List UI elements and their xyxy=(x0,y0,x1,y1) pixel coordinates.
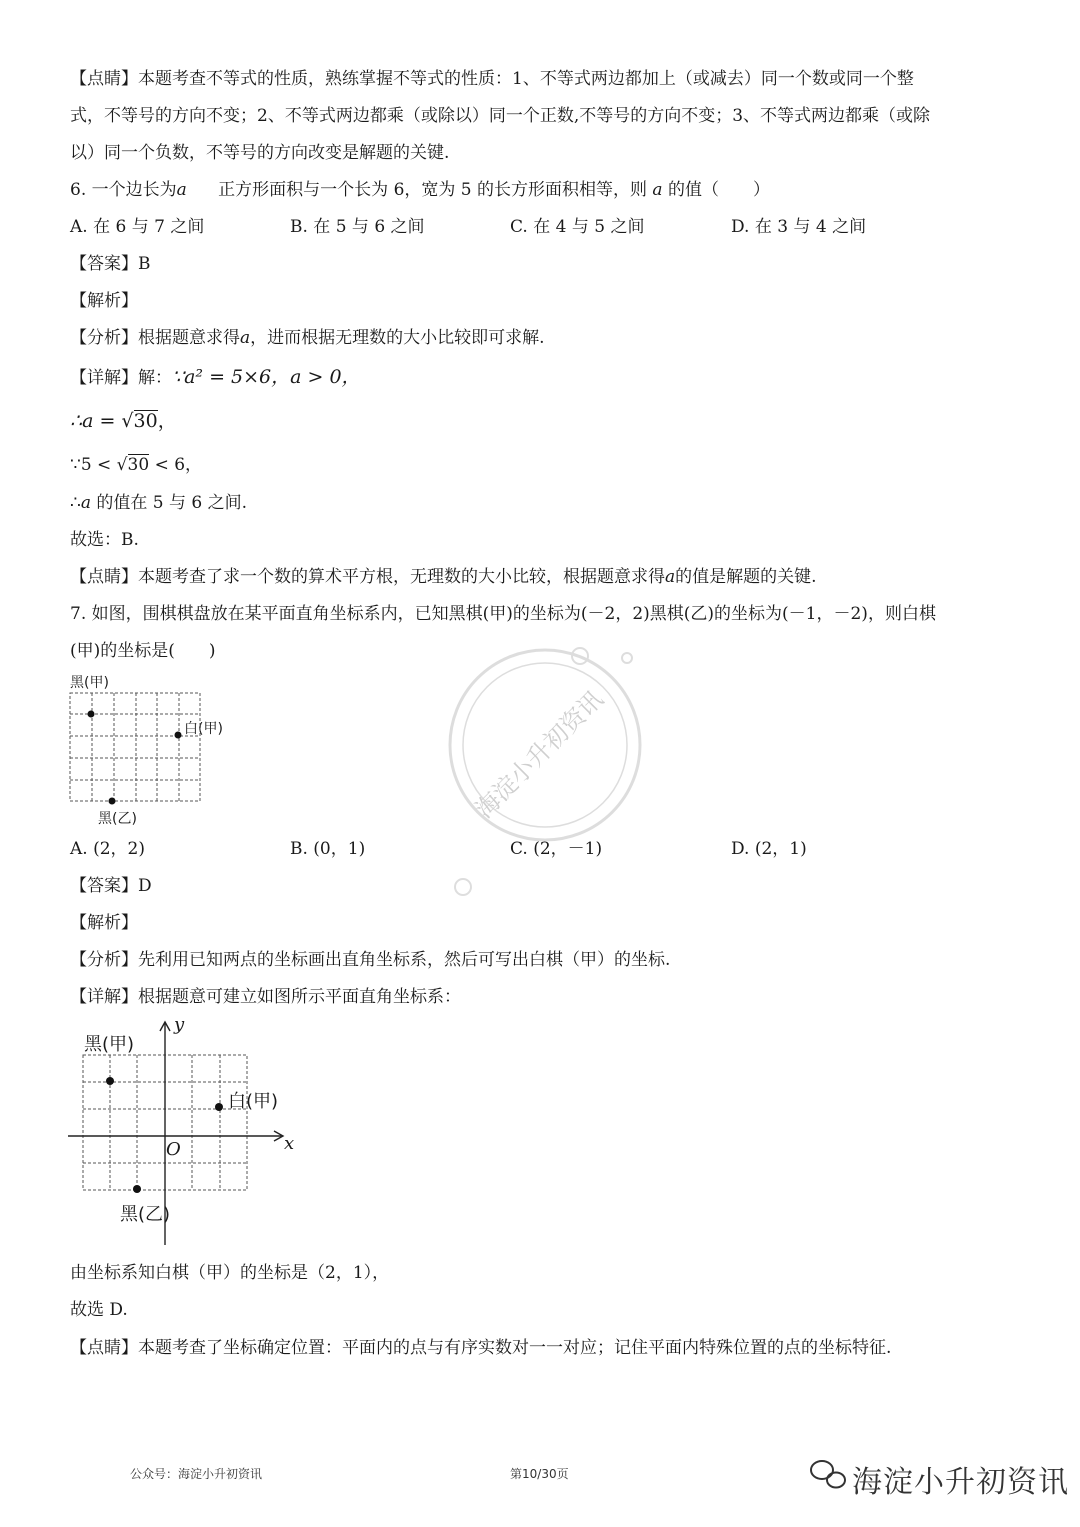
q6-jiexi: 【解析】 xyxy=(70,291,138,311)
fig2-white-a-label: 白(甲) xyxy=(228,1091,279,1112)
fig2-y-axis-label: y xyxy=(174,1014,185,1035)
q6-conclusion: ∴a 的值在 5 与 6 之间. xyxy=(70,493,248,513)
q7-option-d: D. (2，1) xyxy=(731,839,807,859)
fig2-black-a-stone xyxy=(106,1077,114,1085)
q7-stem-line-2: (甲)的坐标是( ) xyxy=(70,641,216,661)
watermark-stamp-text: 海淀小升初资讯 xyxy=(470,685,609,824)
q6-note: 【点睛】本题考查了求一个数的算术平方根，无理数的大小比较，根据题意求得a的值是解题的关键. xyxy=(70,567,817,587)
q5-note-line-3: 以）同一个负数，不等号的方向改变是解题的关键. xyxy=(70,143,450,163)
fig2-black-a-label: 黑(甲) xyxy=(84,1034,135,1055)
q7-stem-line-1: 7. 如图，围棋棋盘放在某平面直角坐标系内，已知黑棋(甲)的坐标为(－2，2)黑棋(乙)的坐标为(－1，－2)，则白棋 xyxy=(70,604,936,624)
fig1-black-b-label: 黑(乙) xyxy=(98,811,137,827)
q7-option-c: C. (2，－1) xyxy=(510,839,603,859)
q5-note-line-1: 【点睛】本题考查不等式的性质，熟练掌握不等式的性质：1、不等式两边都加上（或减去）同一个数或同一个整 xyxy=(70,69,914,89)
q7-answer: 【答案】D xyxy=(70,876,152,896)
footer-page-number: 第10/30页 xyxy=(510,1467,569,1481)
q7-detail: 【详解】根据题意可建立如图所示平面直角坐标系： xyxy=(70,987,461,1007)
q6-analysis: 【分析】根据题意求得a，进而根据无理数的大小比较即可求解. xyxy=(70,328,545,348)
q7-choose: 故选 D. xyxy=(70,1300,128,1320)
q7-option-b: B. (0，1) xyxy=(290,839,366,859)
footer-brand: 海淀小升初资讯 xyxy=(852,1465,1069,1500)
q6-answer: 【答案】B xyxy=(70,254,151,274)
fig2-white-a-stone xyxy=(215,1103,223,1111)
q6-choose: 故选：B. xyxy=(70,530,139,550)
q5-note-line-2: 式，不等号的方向不变；2、不等式两边都乘（或除以）同一个正数,不等号的方向不变；3、不等式两边都乘（或除 xyxy=(70,106,931,126)
q6-option-d: D. 在 3 与 4 之间 xyxy=(731,217,867,237)
fig2-black-b-label: 黑(乙) xyxy=(120,1204,171,1225)
fig1-black-a-label: 黑(甲) xyxy=(70,675,109,691)
fig2-x-axis-label: x xyxy=(284,1133,295,1154)
q7-analysis: 【分析】先利用已知两点的坐标画出直角坐标系，然后可写出白棋（甲）的坐标. xyxy=(70,950,671,970)
q6-eq3: ∵5 < √30 < 6， xyxy=(70,455,203,475)
fig2-origin-label: O xyxy=(166,1139,181,1160)
q6-stem: 6. 一个边长为a 正方形面积与一个长为 6，宽为 5 的长方形面积相等，则 a 的值（ ） xyxy=(70,180,770,200)
q6-detail: 【详解】解：∵a² = 5×6，a > 0， xyxy=(70,366,361,388)
q6-option-c: C. 在 4 与 5 之间 xyxy=(510,217,645,237)
q7-jiexi: 【解析】 xyxy=(70,913,138,933)
q6-option-b: B. 在 5 与 6 之间 xyxy=(290,217,425,237)
q7-option-a: A. (2，2) xyxy=(70,839,145,859)
wechat-icon xyxy=(811,1461,845,1488)
q6-option-a: A. 在 6 与 7 之间 xyxy=(70,217,205,237)
footer-account: 公众号：海淀小升初资讯 xyxy=(130,1467,263,1481)
fig2-black-b-stone xyxy=(133,1185,141,1193)
fig1-white-a-label: 白(甲) xyxy=(184,721,223,737)
q7-note: 【点睛】本题考查了坐标确定位置：平面内的点与有序实数对一一对应；记住平面内特殊位置的点的坐标特征. xyxy=(70,1338,892,1358)
watermark-stamp xyxy=(450,648,640,895)
q6-eq2: ∴a = √30， xyxy=(70,410,177,432)
q7-conclusion: 由坐标系知白棋（甲）的坐标是（2，1）， xyxy=(70,1263,390,1283)
